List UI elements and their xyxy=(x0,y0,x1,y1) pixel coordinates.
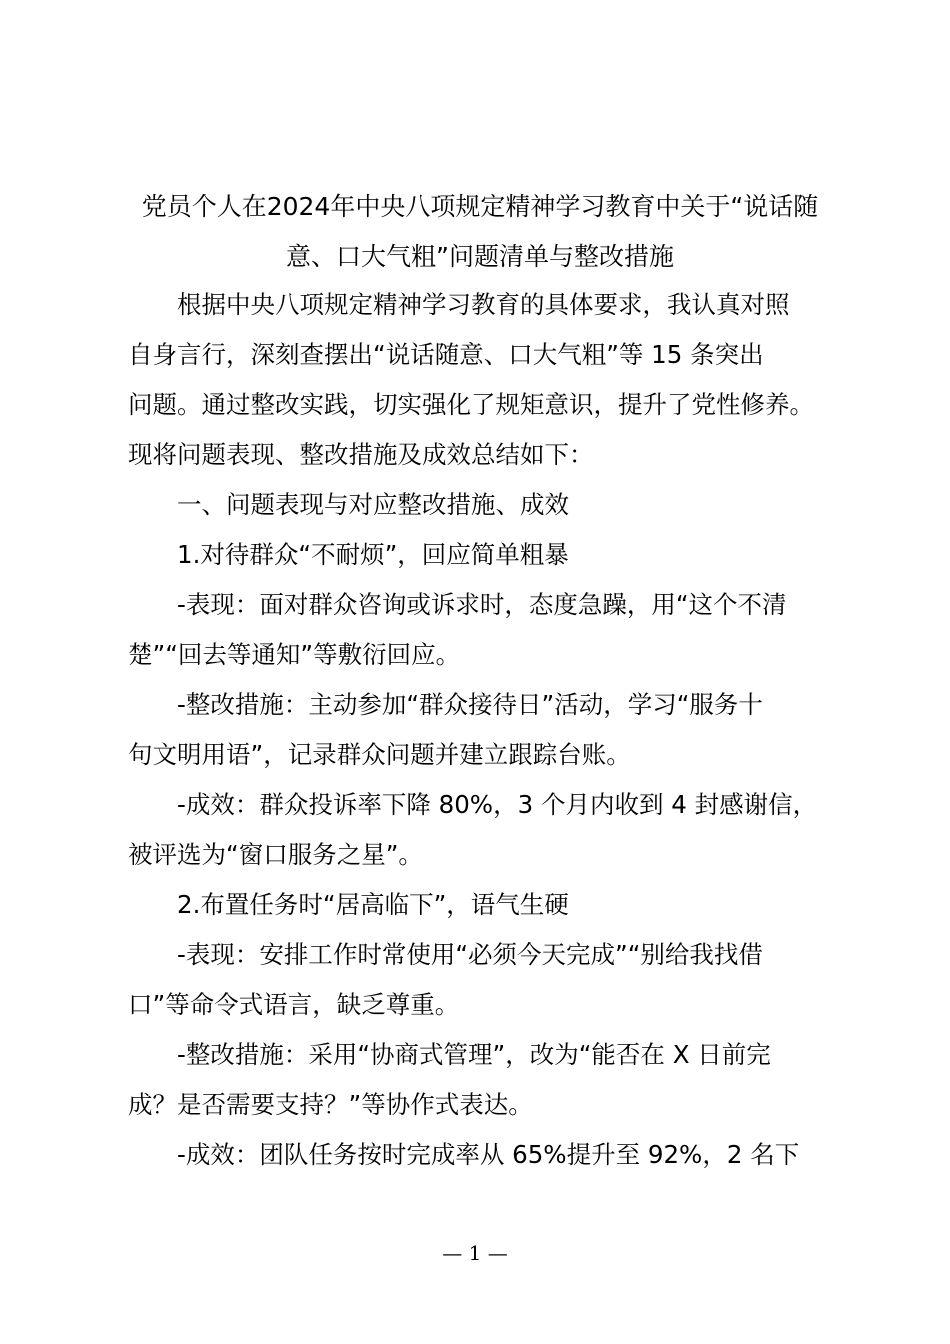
body-line: 问题。通过整改实践，切实强化了规矩意识，提升了党性修养。 xyxy=(128,390,814,419)
body-line: 被评选为“窗口服务之星”。 xyxy=(128,840,423,869)
body-line: -表现：面对群众咨询或诉求时，态度急躁，用“这个不清 xyxy=(177,590,787,619)
body-line: 句文明用语”，记录群众问题并建立跟踪台账。 xyxy=(128,740,631,769)
document-title-line-2: 意、口大气粗”问题清单与整改措施 xyxy=(286,242,674,271)
body-line: 根据中央八项规定精神学习教育的具体要求，我认真对照 xyxy=(177,290,790,319)
body-line: -整改措施：采用“协商式管理”，改为“能否在 X 日前完 xyxy=(177,1040,771,1069)
body-line: 现将问题表现、整改措施及成效总结如下： xyxy=(128,440,594,469)
document-title-line-1: 党员个人在2024年中央八项规定精神学习教育中关于“说话随 xyxy=(141,192,819,221)
body-line: -成效：团队任务按时完成率从 65%提升至 92%，2 名下 xyxy=(177,1140,800,1169)
body-line: 自身言行，深刻查摆出“说话随意、口大气粗”等 15 条突出 xyxy=(128,340,764,369)
body-line: 成？是否需要支持？”等协作式表达。 xyxy=(128,1090,533,1119)
body-line: 楚”“回去等通知”等敷衍回应。 xyxy=(128,640,461,669)
body-line: -成效：群众投诉率下降 80%，3 个月内收到 4 封感谢信， xyxy=(177,790,818,819)
body-line: -表现：安排工作时常使用“必须今天完成”“别给我找借 xyxy=(177,940,763,969)
page-number: — 1 — xyxy=(442,1241,508,1265)
body-line: 口”等命令式语言，缺乏尊重。 xyxy=(128,990,460,1019)
item-heading: 2.布置任务时“居高临下”，语气生硬 xyxy=(177,890,569,919)
item-heading: 1.对待群众“不耐烦”，回应简单粗暴 xyxy=(177,540,569,569)
body-line: -整改措施：主动参加“群众接待日”活动，学习“服务十 xyxy=(177,690,763,719)
section-heading: 一、问题表现与对应整改措施、成效 xyxy=(177,490,569,519)
